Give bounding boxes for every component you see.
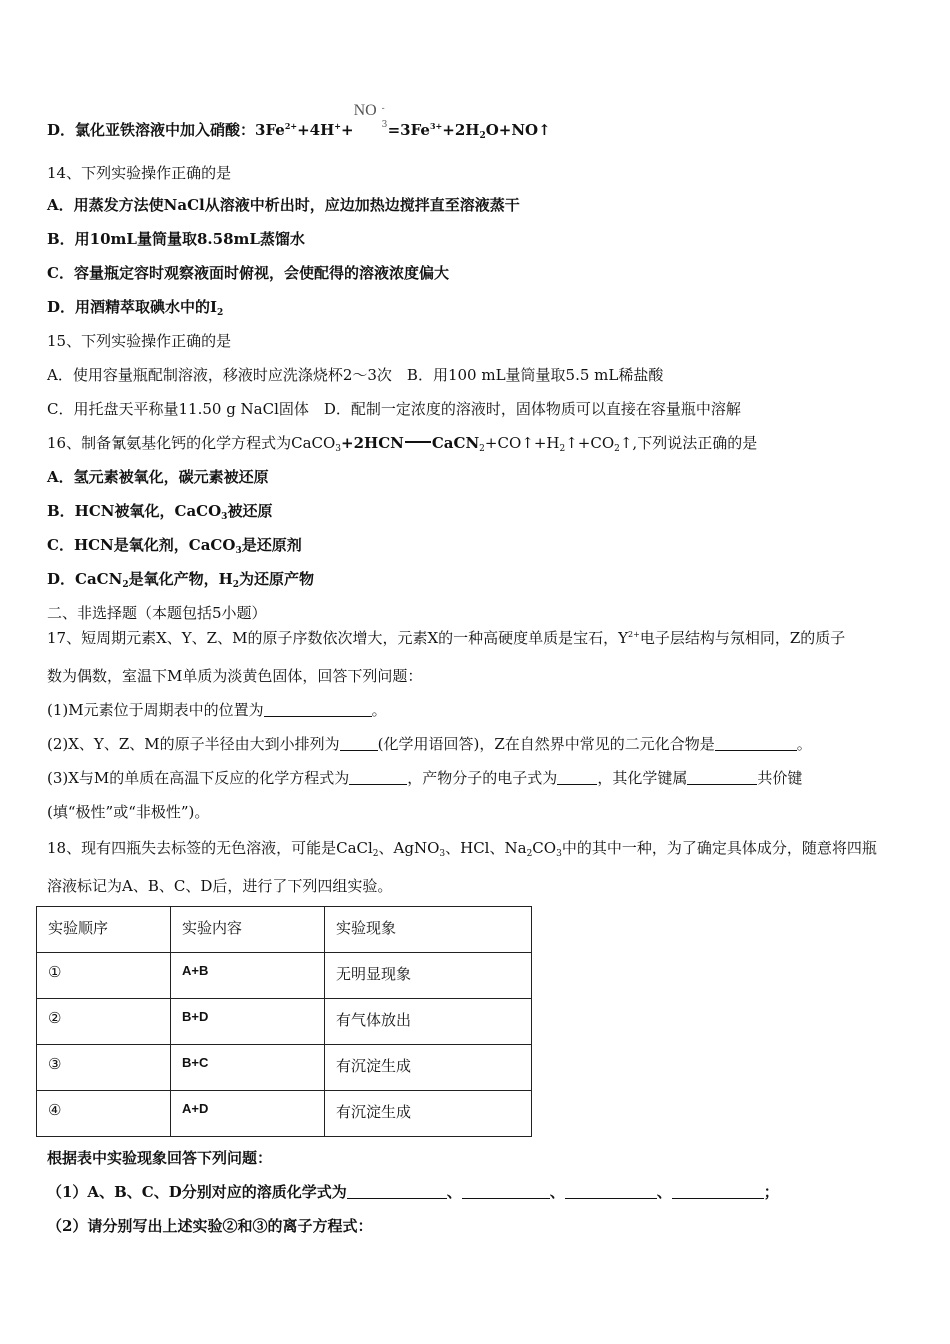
table-cell: ③ — [37, 1045, 171, 1091]
table-row — [37, 1045, 532, 1091]
table-cell: 有沉淀生成 — [325, 1091, 532, 1137]
table-cell: B+C — [171, 1045, 325, 1091]
q18-stem-line2: 溶液标记为A、B、C、D后，进行了下列四组实验。 — [47, 877, 393, 895]
q17-part3: (3)X与M的单质在高温下反应的化学方程式为 ，产物分子的电子式为 ，其化学键属 共价键 — [47, 769, 803, 787]
q18-stem-line1: 18、现有四瓶失去标签的无色溶液，可能是CaCl$_2$、AgNO$_3$、HCl、$Na_2CO_3$中的其中一种，为了确定具体成分，随意将四瓶 — [47, 839, 877, 859]
table-header-row — [37, 907, 532, 953]
q15-options-cd: C．用托盘天平称量11.50 g NaCl固体 D．配制一定浓度的溶液时，固体物质可以直接在容量瓶中溶解 — [47, 400, 741, 418]
q17-stem-line1: 17、短周期元素X、Y、Z、M的原子序数依次增大，元素X的一种高硬度单质是宝石，$Y^{2+}$电子层结构与氖相同，Z的质子 — [47, 629, 846, 647]
q14-option-d: D．用酒精萃取碘水中的$I_2$ — [47, 298, 224, 318]
table-cell: A+D — [171, 1091, 325, 1137]
q17-part1: (1)M元素位于周期表中的位置为 。 — [47, 701, 387, 719]
answer-blank[interactable] — [462, 1184, 550, 1199]
table-cell: ① — [37, 953, 171, 999]
q15-options-ab: A．使用容量瓶配制溶液，移液时应洗涤烧杯2～3次 B．用100 mL量筒量取5.5 mL稀盐酸 — [47, 366, 664, 384]
q14-option-c: C．容量瓶定容时观察液面时俯视，会使配得的溶液浓度偏大 — [47, 264, 449, 282]
q14-option-a: A．用蒸发方法使NaCl从溶液中析出时，应边加热边搅拌直至溶液蒸干 — [47, 196, 520, 214]
answer-blank[interactable] — [340, 736, 378, 751]
q14-stem: 14、下列实验操作正确的是 — [47, 164, 232, 182]
answer-blank[interactable] — [349, 770, 407, 785]
answer-blank[interactable] — [557, 770, 597, 785]
answer-blank[interactable] — [715, 736, 797, 751]
q15-stem: 15、下列实验操作正确的是 — [47, 332, 232, 350]
table-cell: B+D — [171, 999, 325, 1045]
answer-blank[interactable] — [687, 770, 757, 785]
q16-option-a: A．氢元素被氧化，碳元素被还原 — [47, 468, 269, 486]
table-cell: ② — [37, 999, 171, 1045]
answer-blank[interactable] — [264, 702, 372, 717]
nitrate-ion-formula: NO - 3 — [353, 102, 388, 130]
table-cell: 无明显现象 — [325, 953, 532, 999]
answer-blank[interactable] — [565, 1184, 657, 1199]
table-row — [37, 1091, 532, 1137]
table-cell: A+B — [171, 953, 325, 999]
table-cell: ④ — [37, 1091, 171, 1137]
table-cell: 有沉淀生成 — [325, 1045, 532, 1091]
q14-option-b: B．用10mL量筒量取8.58mL蒸馏水 — [47, 230, 305, 248]
q18-part1: （1）A、B、C、D分别对应的溶质化学式为 、 、 、 ； — [47, 1183, 779, 1201]
table-row — [37, 999, 532, 1045]
reaction-equals-line — [405, 441, 431, 443]
q17-part3-note: (填“极性”或“非极性”)。 — [47, 803, 210, 821]
q17-part2: (2)X、Y、Z、M的原子半径由大到小排列为 (化学用语回答)，Z在自然界中常见的二元化合物是 。 — [47, 735, 812, 753]
q18-part2: （2）请分别写出上述实验②和③的离子方程式： — [47, 1217, 373, 1235]
header-cell: 实验内容 — [171, 907, 325, 953]
answer-blank[interactable] — [347, 1184, 447, 1199]
experiment-table — [36, 906, 532, 1137]
q16-option-c: C．HCN是氧化剂，CaCO$_3$是还原剂 — [47, 536, 302, 556]
q17-stem-line2: 数为偶数，室温下M单质为淡黄色固体，回答下列问题： — [47, 667, 423, 685]
section-heading: 二、非选择题（本题包括5小题） — [47, 604, 267, 622]
table-row — [37, 953, 532, 999]
table-cell: 有气体放出 — [325, 999, 532, 1045]
q16-stem: 16、制备氰氨基化钙的化学方程式为CaCO$_3$+2HCN $CaCN_2+CO↑+H_2↑+CO_2↑$,下列说法正确的是 — [47, 434, 758, 454]
q13-option-d: D．氯化亚铁溶液中加入硝酸：$3Fe^{2+}+4H^++$ NO - 3 $=3Fe^{3+}+2H_2O+NO↑$ — [47, 102, 551, 141]
header-cell: 实验顺序 — [37, 907, 171, 953]
answer-blank[interactable] — [672, 1184, 764, 1199]
header-cell: 实验现象 — [325, 907, 532, 953]
q16-option-d: D．CaCN$_2$是氧化产物，$H_2$为还原产物 — [47, 570, 315, 590]
q16-option-b: B．HCN被氧化，CaCO$_3$被还原 — [47, 502, 273, 522]
q18-after-table: 根据表中实验现象回答下列问题： — [47, 1149, 273, 1167]
